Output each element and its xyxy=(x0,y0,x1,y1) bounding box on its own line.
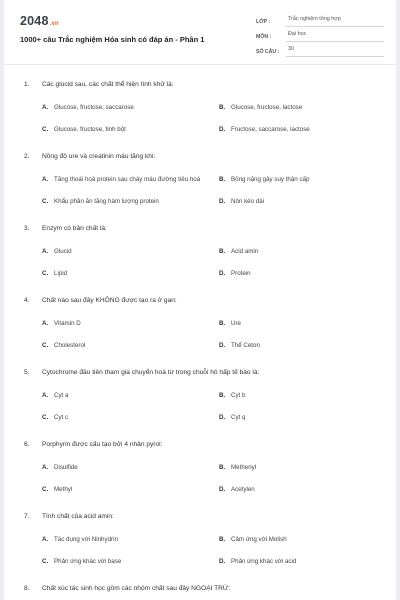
answer-option[interactable] xyxy=(219,551,392,573)
option-text: Cyt b xyxy=(231,391,246,399)
answer-option[interactable] xyxy=(42,529,215,551)
option-letter: A. xyxy=(42,103,49,111)
option-letter: B. xyxy=(219,103,226,111)
question-stem xyxy=(24,152,382,161)
question-number: 1. xyxy=(24,81,30,88)
answer-option[interactable] xyxy=(42,263,215,285)
answer-option[interactable] xyxy=(219,335,392,357)
answer-option[interactable] xyxy=(219,313,392,335)
answer-options xyxy=(24,529,382,573)
question-text: Enzym có bản chất là: xyxy=(42,225,107,232)
page-header xyxy=(4,0,396,64)
question-number: 6. xyxy=(24,441,30,448)
option-text: Vitamin D xyxy=(54,319,81,327)
worksheet-page xyxy=(4,0,396,600)
option-text: Glucose, fructose, lactose xyxy=(231,103,303,111)
option-text: Ure xyxy=(231,319,241,327)
option-letter: A. xyxy=(42,175,49,183)
option-letter: A. xyxy=(42,319,49,327)
option-text: Phản ứng khác với acid xyxy=(231,557,297,565)
question-list xyxy=(24,80,382,600)
option-text: Acid amin xyxy=(231,247,259,255)
option-text: Lipid xyxy=(54,269,68,277)
option-letter: C. xyxy=(42,557,49,565)
option-text: Tăng thoái hoá protein sau cháy máu đường tiêu hoá xyxy=(54,175,201,183)
meta-row-subject xyxy=(256,27,384,42)
option-letter: D. xyxy=(219,485,226,493)
answer-option[interactable] xyxy=(219,263,392,285)
question-stem xyxy=(24,224,382,233)
question-item xyxy=(24,368,382,429)
answer-options xyxy=(24,241,382,285)
option-letter: A. xyxy=(42,463,49,471)
question-stem xyxy=(24,296,382,305)
question-number: 7. xyxy=(24,513,30,520)
question-item xyxy=(24,152,382,213)
question-text: Porphyrin được cấu tạo bởi 4 nhân pyrol: xyxy=(42,441,163,448)
question-stem xyxy=(24,584,382,593)
question-text: Các glucid sau, các chất thể hiện tính khử là: xyxy=(42,81,174,88)
question-text: Tính chất của acid amin: xyxy=(42,513,114,520)
answer-option[interactable] xyxy=(219,479,392,501)
answer-option[interactable] xyxy=(219,191,392,213)
option-text: Thể Ceton xyxy=(231,341,260,349)
answer-option[interactable] xyxy=(219,385,392,407)
answer-option[interactable] xyxy=(219,457,392,479)
option-text: Cyt q xyxy=(231,413,246,421)
option-text: Acetylen xyxy=(231,485,255,493)
logo-suffix: .vn xyxy=(49,21,59,27)
question-stem xyxy=(24,368,382,377)
answer-option[interactable] xyxy=(42,335,215,357)
question-number: 2. xyxy=(24,153,30,160)
question-number: 8. xyxy=(24,585,30,592)
question-stem xyxy=(24,440,382,449)
question-stem xyxy=(24,80,382,89)
answer-option[interactable] xyxy=(42,385,215,407)
answer-option[interactable] xyxy=(219,97,392,119)
question-text: Chất xúc tác sinh học gồm các nhóm chất sau đây NGOẠI TRỪ: xyxy=(42,585,231,592)
answer-option[interactable] xyxy=(42,191,215,213)
option-letter: C. xyxy=(42,413,49,421)
meta-block xyxy=(256,12,384,57)
header-divider xyxy=(4,64,396,65)
option-text: Tác dụng với Ninhydrin xyxy=(54,535,118,543)
question-number: 4. xyxy=(24,297,30,304)
meta-value: 30 xyxy=(286,46,384,57)
meta-row-count xyxy=(256,42,384,57)
meta-value: Trắc nghiệm tổng hợp xyxy=(286,16,384,27)
meta-row-class xyxy=(256,12,384,27)
question-number: 3. xyxy=(24,225,30,232)
option-letter: D. xyxy=(219,197,226,205)
question-item xyxy=(24,512,382,573)
option-text: Fructose, saccarose, lactose xyxy=(231,125,310,133)
option-text: Cảm ứng với Molish xyxy=(231,535,287,543)
option-letter: C. xyxy=(42,125,49,133)
answer-option[interactable] xyxy=(219,241,392,263)
answer-options xyxy=(24,97,382,141)
option-letter: D. xyxy=(219,557,226,565)
meta-value: Đại học xyxy=(286,31,384,42)
question-number: 5. xyxy=(24,369,30,376)
option-text: Bỏng nặng gây suy thận cấp xyxy=(231,175,310,183)
answer-options xyxy=(24,313,382,357)
option-text: Methyl xyxy=(54,485,73,493)
option-text: Disulfide xyxy=(54,463,78,471)
option-letter: B. xyxy=(219,319,226,327)
answer-option[interactable] xyxy=(219,529,392,551)
option-letter: A. xyxy=(42,247,49,255)
option-text: Cholesterol xyxy=(54,341,86,349)
option-text: Glucose, fructose, tinh bột xyxy=(54,125,126,133)
option-text: Methenyl xyxy=(231,463,257,471)
option-letter: B. xyxy=(219,247,226,255)
answer-option[interactable] xyxy=(42,313,215,335)
answer-option[interactable] xyxy=(219,407,392,429)
answer-options xyxy=(24,457,382,501)
meta-label: MÔN : xyxy=(256,34,272,40)
option-letter: B. xyxy=(219,391,226,399)
question-text: Cytochrome đầu tiên tham gia chuyển hoá từ trong chuỗi hô hấp tế bào là: xyxy=(42,369,260,376)
option-letter: D. xyxy=(219,269,226,277)
option-text: Nôn kéo dài xyxy=(231,197,265,205)
option-text: Glucose, fructose, saccarose xyxy=(54,103,134,111)
meta-label: LỚP : xyxy=(256,19,271,25)
question-text: Chất nào sau đây KHÔNG được tạo ra ở gan: xyxy=(42,297,177,304)
option-letter: B. xyxy=(219,535,226,543)
answer-options xyxy=(24,385,382,429)
option-text: Glucid xyxy=(54,247,72,255)
answer-option[interactable] xyxy=(42,479,215,501)
option-letter: A. xyxy=(42,535,49,543)
option-letter: D. xyxy=(219,125,226,133)
option-text: Phản ứng khác với base xyxy=(54,557,122,565)
answer-option[interactable] xyxy=(42,119,215,141)
option-letter: C. xyxy=(42,269,49,277)
option-text: Cyt a xyxy=(54,391,69,399)
option-letter: C. xyxy=(42,197,49,205)
question-item xyxy=(24,584,382,593)
answer-options xyxy=(24,169,382,213)
answer-option[interactable] xyxy=(42,97,215,119)
question-stem xyxy=(24,512,382,521)
site-logo[interactable] xyxy=(20,14,59,28)
option-letter: D. xyxy=(219,413,226,421)
question-item xyxy=(24,440,382,501)
option-letter: A. xyxy=(42,391,49,399)
question-item xyxy=(24,224,382,285)
answer-option[interactable] xyxy=(42,457,215,479)
answer-option[interactable] xyxy=(42,551,215,573)
meta-label: SỐ CÂU : xyxy=(256,49,280,55)
answer-option[interactable] xyxy=(42,407,215,429)
option-letter: C. xyxy=(42,341,49,349)
option-text: Khẩu phần ăn tăng hàm lượng protein xyxy=(54,197,159,205)
option-letter: B. xyxy=(219,463,226,471)
question-item xyxy=(24,296,382,357)
document-title: 1000+ câu Trắc nghiệm Hóa sinh có đáp án - Phần 1 xyxy=(20,35,205,44)
option-text: Protein xyxy=(231,269,251,277)
option-text: Cyt c xyxy=(54,413,69,421)
question-item xyxy=(24,80,382,141)
option-letter: D. xyxy=(219,341,226,349)
question-text: Nồng độ ure và creatinin máu tăng khi: xyxy=(42,153,156,160)
option-letter: C. xyxy=(42,485,49,493)
answer-option[interactable] xyxy=(42,169,215,191)
option-letter: B. xyxy=(219,175,226,183)
answer-option[interactable] xyxy=(219,119,392,141)
answer-option[interactable] xyxy=(219,169,392,191)
logo-text: 2048 xyxy=(20,14,49,28)
answer-option[interactable] xyxy=(42,241,215,263)
